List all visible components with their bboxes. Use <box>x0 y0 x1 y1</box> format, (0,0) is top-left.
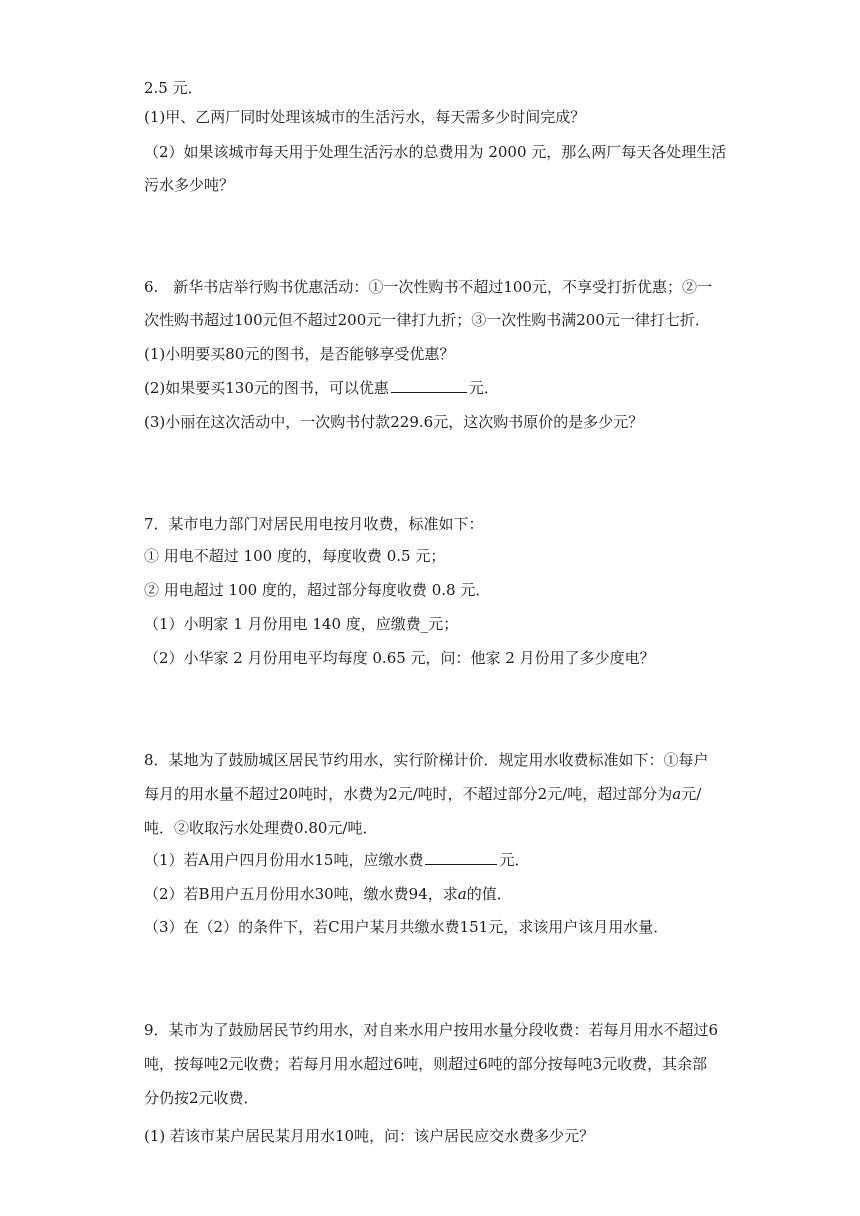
p7-q1: （1）小明家 1 月份用电 140 度，应缴费_元； <box>144 615 459 633</box>
p7-q2: （2）小华家 2 月份用电平均每度 0.65 元，问：他家 2 月份用了多少度电？ <box>144 649 655 667</box>
p8-q2-tail: 的值． <box>466 885 512 903</box>
p5-part2-line1: （2）如果该城市每天用于处理生活污水的总费用为 2000 元，那么两厂每天各处理生活 <box>144 143 727 161</box>
variable-a: a <box>457 885 467 903</box>
p6-q2-text: (2)如果要买130元的图书，可以优惠 <box>144 379 389 397</box>
p6-q1: (1)小明要买80元的图书，是否能够享受优惠？ <box>144 345 455 363</box>
p8-line2 <box>144 784 701 804</box>
p5-line1: 2.5 元． <box>144 79 203 97</box>
p6-q2-unit: 元． <box>468 379 499 397</box>
p9-line1: 9．某市为了鼓励居民节约用水，对自来水用户按用水量分段收费：若每月用水不超过6 <box>144 1021 719 1039</box>
p7-rule2: ② 用电超过 100 度的，超过部分每度收费 0.8 元． <box>144 581 491 599</box>
p9-q1: (1) 若该市某户居民某月用水10吨，问：该户居民应交水费多少元？ <box>144 1127 595 1145</box>
p5-part2-line2: 污水多少吨？ <box>144 176 235 194</box>
p5-part1: (1)甲、乙两厂同时处理该城市的生活污水，每天需多少时间完成？ <box>144 108 586 126</box>
p8-line3: 吨．②收取污水处理费0.80元/吨． <box>144 819 378 837</box>
p8-line1: 8．某地为了鼓励城区居民节约用水，实行阶梯计价．规定用水收费标准如下：①每户 <box>144 751 709 769</box>
p7-rule1: ① 用电不超过 100 度的，每度收费 0.5 元； <box>144 547 446 565</box>
p6-line1: 6. 新华书店举行购书优惠活动：①一次性购书不超过100元，不享受打折优惠；②一 <box>144 278 712 296</box>
p8-q1 <box>144 850 529 870</box>
variable-a: a <box>672 785 682 803</box>
p8-q3: （3）在（2）的条件下，若C用户某月共缴水费151元，求该用户该月用水量． <box>144 918 669 936</box>
p8-q2 <box>144 884 512 904</box>
p9-line3: 分仍按2元收费． <box>144 1089 259 1107</box>
p6-q2 <box>144 378 499 398</box>
answer-blank[interactable] <box>425 850 497 865</box>
p8-q1-text: （1）若A用户四月份用水15吨，应缴水费 <box>144 851 424 869</box>
answer-blank[interactable] <box>391 378 467 393</box>
p6-line2: 次性购书超过100元但不超过200元一律打九折；③一次性购书满200元一律打七折． <box>144 311 710 329</box>
p8-line2-text: 每月的用水量不超过20吨时，水费为2元/吨时，不超过部分2元/吨，超过部分为 <box>144 785 673 803</box>
p6-q3: (3)小丽在这次活动中，一次购书付款229.6元，这次购书原价的是多少元？ <box>144 413 644 431</box>
p8-q2-text: （2）若B用户五月份用水30吨，缴水费94，求 <box>144 885 458 903</box>
p8-q1-unit: 元． <box>499 851 530 869</box>
p9-line2: 吨，按每吨2元收费；若每月用水超过6吨，则超过6吨的部分按每吨3元收费，其余部 <box>144 1055 708 1073</box>
p8-line2-unit: 元/ <box>681 785 702 803</box>
p7-line1: 7．某市电力部门对居民用电按月收费，标准如下： <box>144 515 484 533</box>
